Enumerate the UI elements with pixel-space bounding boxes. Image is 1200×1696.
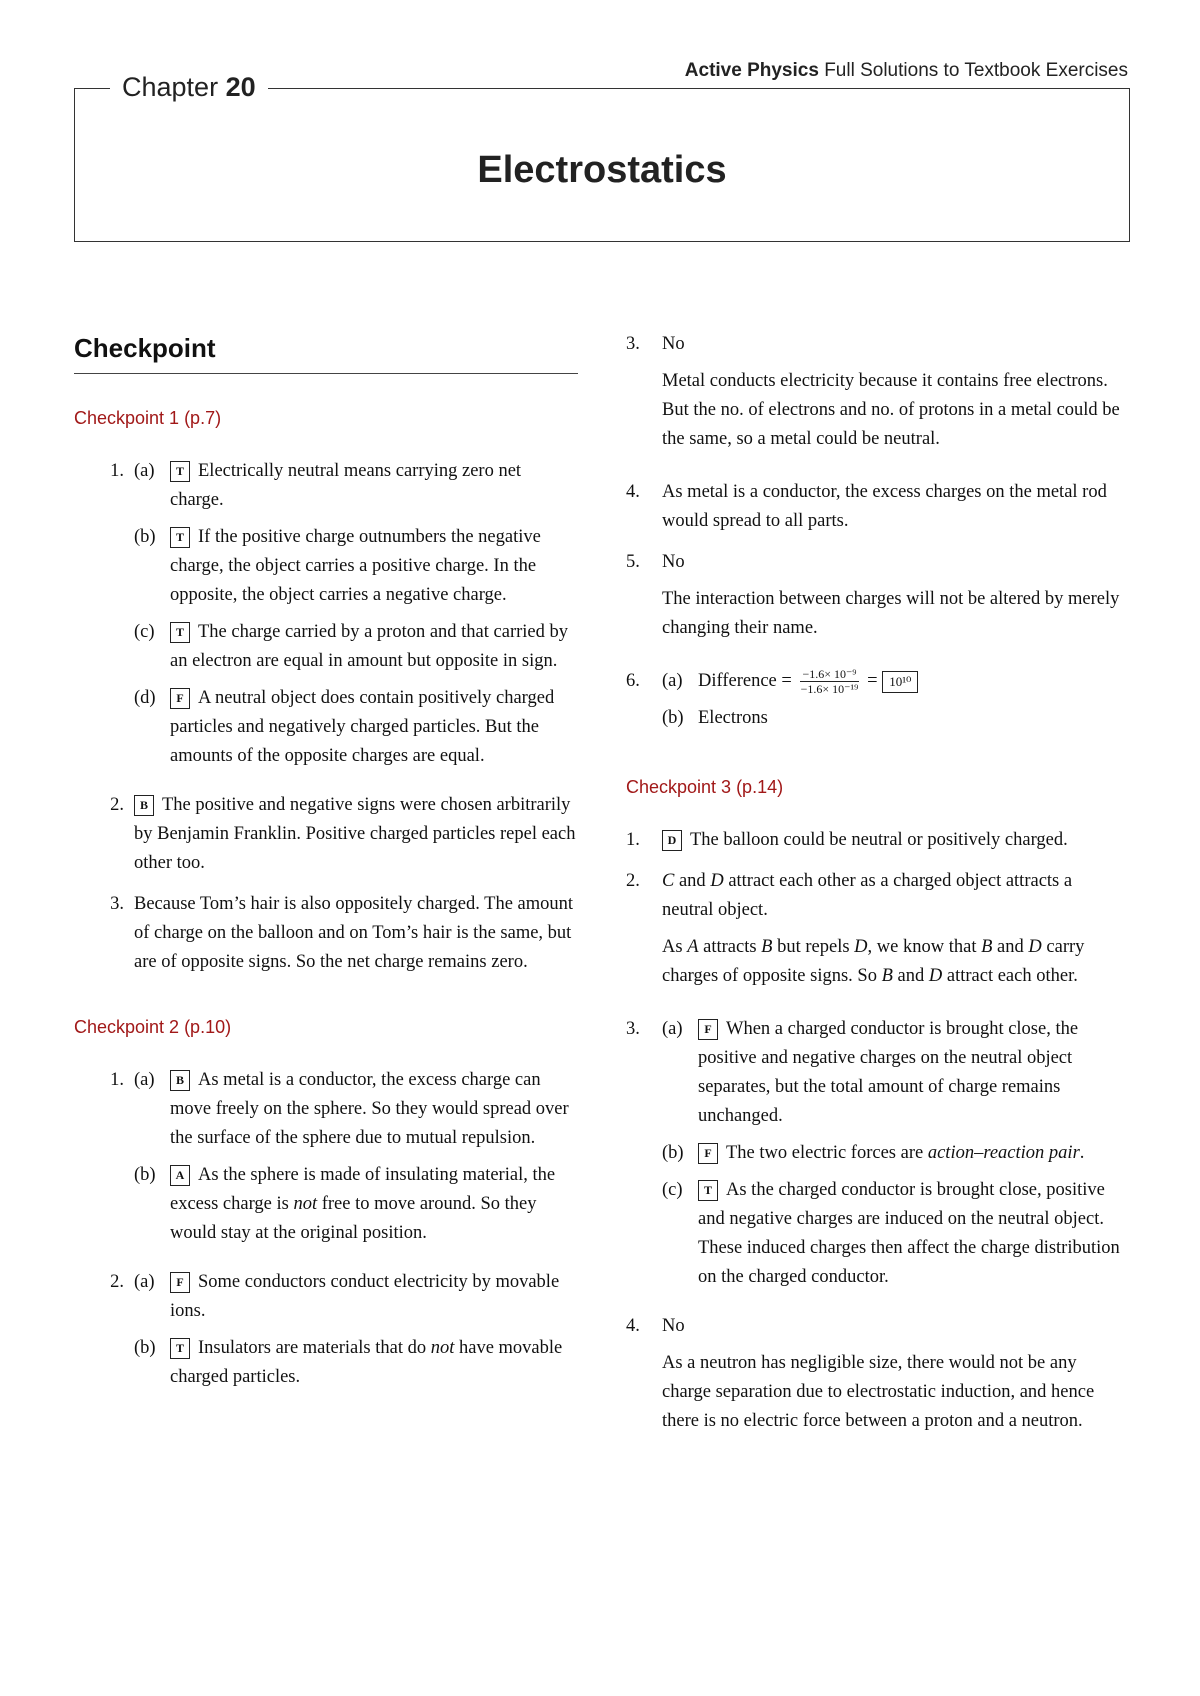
text: and	[897, 966, 925, 987]
fraction	[800, 667, 858, 696]
cp1-question-2	[74, 791, 578, 878]
question-number: 6.	[626, 671, 640, 691]
cp2-question-1	[74, 1066, 578, 1256]
answer-box: T	[170, 1338, 190, 1359]
var-c: C	[662, 871, 675, 892]
equals-sign: =	[867, 671, 878, 691]
answer-box: F	[170, 688, 190, 709]
fraction-denominator: −1.6× 10⁻¹⁹	[800, 682, 859, 697]
cp2-q6-part-a	[662, 667, 1126, 696]
part-label: (d)	[134, 688, 156, 708]
answer-text: The interaction between charges will not be altered by merely changing their name.	[662, 589, 1120, 638]
answer-text: A neutral object does contain positively charged particles and negatively charged particles. But the amounts of the opposite charges are equal.	[170, 688, 555, 766]
cp1-q1-part-c	[134, 618, 578, 676]
running-header	[685, 60, 1128, 82]
answer-text: As the charged conductor is brought close, positive and negative charges are induced on the neutral object. These induced charges then affect the charge distribution on the charged conductor.	[698, 1180, 1120, 1288]
part-label: (b)	[134, 1165, 156, 1185]
answer-box: F	[698, 1143, 718, 1164]
text: but repels	[777, 937, 850, 958]
var-d: D	[928, 966, 943, 987]
part-label: (b)	[662, 1143, 684, 1164]
chapter-number: 20	[225, 72, 256, 102]
section-title: Checkpoint	[74, 334, 578, 374]
answer-box: B	[170, 1070, 190, 1091]
answer-text: Electrically neutral means carrying zero net charge.	[170, 461, 522, 510]
book-subtitle: Full Solutions to Textbook Exercises	[824, 60, 1128, 81]
cp1-question-3	[74, 890, 578, 977]
chapter-box	[74, 88, 1130, 242]
cp1-q1-part-a	[134, 457, 578, 515]
answer-line	[662, 867, 1126, 925]
cp1-q1-part-d	[134, 684, 578, 771]
answer-emphasis: action–reaction pair	[927, 1143, 1080, 1164]
short-answer: No	[662, 552, 685, 572]
cp3-q3-part-c	[662, 1176, 1126, 1292]
cp2-question-2	[74, 1268, 578, 1400]
question-number: 3.	[110, 894, 124, 914]
answer-box: T	[170, 527, 190, 548]
text: , we know that	[867, 937, 977, 958]
short-answer: No	[662, 334, 685, 354]
cp3-question-3	[626, 1015, 1126, 1300]
answer-emphasis: not	[430, 1338, 455, 1358]
text: carry charges of opposite signs. So	[662, 937, 1085, 987]
question-number: 3.	[626, 1019, 640, 1040]
answer-box: F	[698, 1019, 718, 1040]
answer-text: have movable charged particles.	[170, 1338, 563, 1387]
cp1-q1-part-b	[134, 523, 578, 610]
cp2-q6-part-b	[662, 704, 1126, 733]
answer-text: The two electric forces are	[726, 1143, 924, 1164]
question-number: 2.	[626, 871, 640, 892]
text: and	[997, 937, 1024, 958]
answer-text: The positive and negative signs were chosen arbitrarily by Benjamin Franklin. Positive charged particles repel each other too.	[134, 795, 576, 873]
cp3-question-4	[626, 1312, 1126, 1448]
question-number: 2.	[110, 1272, 124, 1292]
chapter-word: Chapter	[122, 72, 219, 102]
part-label: (c)	[662, 1180, 683, 1201]
answer-text: Insulators are materials that do	[198, 1338, 427, 1358]
part-label: (c)	[134, 622, 155, 642]
question-number: 5.	[626, 552, 640, 572]
chapter-title: Electrostatics	[477, 149, 727, 191]
cp3-q3-part-b	[662, 1139, 1126, 1168]
var-a: A	[687, 937, 699, 958]
answer-emphasis: not	[293, 1194, 318, 1214]
answer-text: Some conductors conduct electricity by movable ions.	[170, 1272, 560, 1321]
var-b: B	[881, 966, 893, 987]
part-label: (b)	[134, 1338, 156, 1358]
question-number: 2.	[110, 795, 124, 815]
part-label: (b)	[134, 527, 156, 547]
answer-text: As metal is a conductor, the excess charge can move freely on the sphere. So they would spread over the surface of the sphere due to mutual repulsion.	[170, 1070, 569, 1148]
var-d: D	[854, 937, 868, 958]
result-box: 10¹⁰	[882, 671, 918, 693]
question-number: 1.	[110, 1070, 124, 1090]
cp2-question-5	[626, 548, 1126, 655]
question-number: 4.	[626, 482, 640, 502]
var-b: B	[761, 937, 773, 958]
answer-text: Electrons	[698, 708, 768, 729]
cp3-q3-part-a	[662, 1015, 1126, 1131]
text: As	[662, 937, 683, 958]
cp2-q2-part-b	[134, 1334, 578, 1392]
part-label: (b)	[662, 708, 684, 729]
answer-text: .	[1079, 1143, 1085, 1164]
cp2-q1-part-b	[134, 1161, 578, 1248]
cp2-question-6	[626, 667, 1126, 741]
var-b: B	[981, 937, 993, 958]
answer-box: F	[170, 1272, 190, 1293]
question-number: 1.	[110, 461, 124, 481]
part-label: (a)	[134, 1272, 155, 1292]
cp2-question-3	[626, 330, 1126, 466]
cp2-q1-part-a	[134, 1066, 578, 1153]
chapter-label	[110, 72, 268, 103]
checkpoint-1-heading: Checkpoint 1 (p.7)	[74, 408, 222, 428]
answer-text: Metal conducts electricity because it contains free electrons. But the no. of electrons and no. of protons in a metal could be the same, so a metal could be neutral.	[662, 371, 1120, 449]
text: attract each other.	[946, 966, 1078, 987]
cp3-question-2	[626, 867, 1126, 1003]
answer-box: T	[170, 461, 190, 482]
answer-text: If the positive charge outnumbers the negative charge, the object carries a positive charge. In the opposite, the object carries a negative charge.	[170, 527, 541, 605]
question-number: 4.	[626, 1316, 640, 1337]
part-label: (a)	[134, 461, 155, 481]
text: and	[678, 871, 706, 892]
question-number: 1.	[626, 830, 640, 851]
answer-text: As the sphere is made of insulating material, the excess charge is	[170, 1165, 556, 1214]
answer-box: D	[662, 830, 682, 851]
cp2-q2-part-a	[134, 1268, 578, 1326]
checkpoint-2-heading: Checkpoint 2 (p.10)	[74, 1017, 232, 1037]
short-answer: No	[662, 1316, 685, 1337]
var-d: D	[710, 871, 724, 892]
answer-text: As metal is a conductor, the excess charges on the metal rod would spread to all parts.	[662, 482, 1107, 531]
cp3-question-1	[626, 826, 1126, 855]
question-number: 3.	[626, 334, 640, 354]
answer-text: The charge carried by a proton and that carried by an electron are equal in amount but opposite in sign.	[170, 622, 568, 671]
answer-box: A	[170, 1165, 190, 1186]
text: attract each other as a charged object attracts a neutral object.	[662, 871, 1073, 921]
part-label: (a)	[662, 671, 683, 691]
formula-label: Difference =	[698, 671, 792, 691]
answer-box: T	[698, 1180, 718, 1201]
answer-box: B	[134, 795, 154, 816]
answer-text: The balloon could be neutral or positively charged.	[690, 830, 1068, 851]
answer-text: As a neutron has negligible size, there would not be any charge separation due to electrostatic induction, and hence there is no electric force between a proton and a neutron.	[662, 1353, 1095, 1432]
part-label: (a)	[134, 1070, 155, 1090]
var-d: D	[1028, 937, 1042, 958]
cp1-question-1	[74, 457, 578, 779]
part-label: (a)	[662, 1019, 683, 1040]
fraction-numerator: −1.6× 10⁻⁹	[802, 667, 857, 682]
left-column	[74, 330, 578, 1412]
book-title: Active Physics	[684, 60, 819, 81]
answer-text: When a charged conductor is brought close, the positive and negative charges on the neutral object separates, but the total amount of charge remains unchanged.	[698, 1019, 1079, 1127]
answer-text: Because Tom’s hair is also oppositely charged. The amount of charge on the balloon and on Tom’s hair is the same, but are of opposite signs. So the net charge remains zero.	[134, 894, 574, 972]
checkpoint-3-heading: Checkpoint 3 (p.14)	[626, 777, 784, 798]
answer-box: T	[170, 622, 190, 643]
answer-paragraph	[662, 933, 1126, 991]
right-column	[626, 330, 1126, 1460]
answer-text: free to move around. So they would stay at the original position.	[170, 1194, 537, 1243]
text: attracts	[703, 937, 757, 958]
cp2-question-4	[626, 478, 1126, 536]
